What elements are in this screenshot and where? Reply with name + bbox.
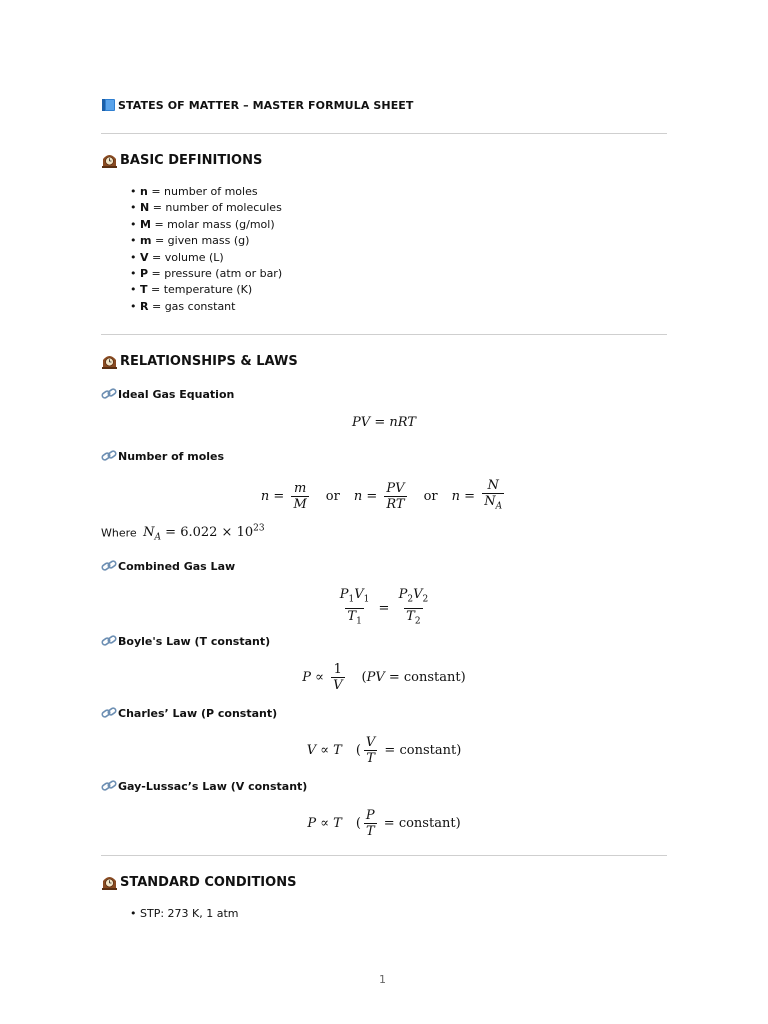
subheading-combined-gas-law: Combined Gas Law	[101, 559, 235, 573]
formula-charles-law: V ∝ T ( $\frac{V}{T}$ = constant )	[306, 735, 462, 766]
definitions-list	[130, 184, 282, 315]
list-item: • R = gas constant	[130, 299, 236, 313]
list-item: • M = molar mass (g/mol)	[130, 217, 275, 231]
list-item: • T = temperature (K)	[130, 283, 253, 297]
link-icon	[101, 387, 117, 401]
formula-boyles-law: P ∝ $\frac{1}{V}$ ( PV = constant )	[302, 662, 466, 693]
document-title-text: STATES OF MATTER – MASTER FORMULA SHEET	[118, 98, 414, 112]
subheading-gay-lussac-law: Gay-Lussac’s Law (V constant)	[101, 779, 307, 793]
formula-ideal-gas	[0, 415, 768, 430]
avogadro-note: Where $N_A = 6.022 \times 10^{23}$	[101, 524, 265, 543]
divider	[101, 133, 667, 134]
section-heading-text: BASIC DEFINITIONS	[120, 153, 263, 168]
document-title	[101, 98, 414, 112]
formula-gay-lussac-law: P ∝ T ( $\frac{P}{T}$ = constant )	[307, 808, 461, 839]
list-item: • P = pressure (atm or bar)	[130, 267, 283, 281]
formula-combined-gas-law: $\frac{P_1V_1}{T_1}$ = $\frac{P_2V_2}{T_2}$	[0, 587, 768, 629]
subheading-number-of-moles: Number of moles	[101, 449, 224, 463]
section-heading-relationships-laws	[101, 354, 298, 369]
subheading-ideal-gas: Ideal Gas Equation	[101, 387, 234, 401]
link-icon	[101, 706, 117, 720]
mantelpiece-clock-icon	[101, 153, 118, 168]
list-item: • N = number of molecules	[130, 201, 282, 215]
subheading-boyles-law: Boyle's Law (T constant)	[101, 634, 270, 648]
blue-book-icon	[101, 98, 116, 112]
formula-text: PV = nRT	[352, 415, 416, 430]
list-item: • STP: 273 K, 1 atm	[130, 907, 239, 920]
standard-conditions-list	[130, 906, 239, 922]
link-icon	[101, 779, 117, 793]
divider	[101, 334, 667, 335]
list-item: • m = given mass (g)	[130, 234, 250, 248]
section-heading-standard-conditions	[101, 875, 296, 890]
mantelpiece-clock-icon	[101, 875, 118, 890]
section-heading-text: STANDARD CONDITIONS	[120, 875, 297, 890]
page-number: 1	[379, 973, 386, 986]
divider	[101, 855, 667, 856]
list-item: • n = number of moles	[130, 185, 258, 198]
mantelpiece-clock-icon	[101, 354, 118, 369]
link-icon	[101, 559, 117, 573]
subheading-charles-law: Charles’ Law (P constant)	[101, 706, 277, 720]
formula-number-of-moles: n = $\frac{m}{M}$ or n = $\frac{PV}{RT}$ or n = $\frac{N}{N_A}$	[0, 478, 768, 515]
link-icon	[101, 634, 117, 648]
link-icon	[101, 449, 117, 463]
section-heading-text: RELATIONSHIPS & LAWS	[120, 354, 298, 369]
list-item: • V = volume (L)	[130, 250, 224, 264]
section-heading-basic-definitions	[101, 153, 262, 168]
